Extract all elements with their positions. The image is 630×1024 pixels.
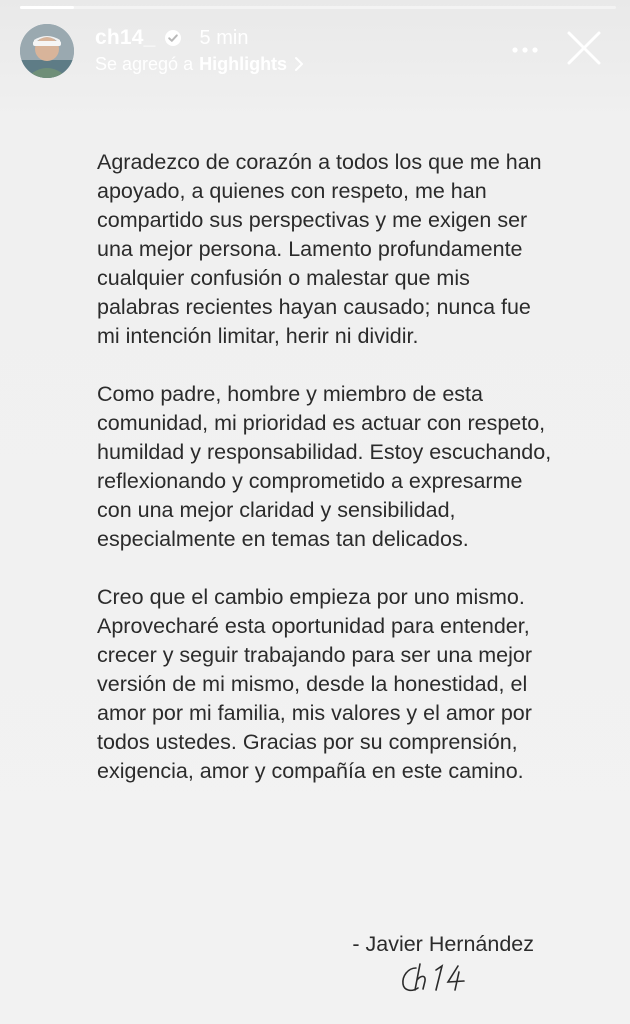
- verified-badge-icon: [164, 29, 182, 47]
- chevron-right-icon: [293, 56, 305, 72]
- signature-name: - Javier Hernández: [352, 932, 534, 956]
- highlight-name: Highlights: [199, 53, 288, 74]
- handwritten-signature: [398, 958, 478, 998]
- story-progress-fill: [20, 6, 74, 9]
- username[interactable]: ch14_: [95, 26, 156, 49]
- more-dots-icon[interactable]: [510, 40, 540, 60]
- added-to-label: Se agregó a: [95, 53, 194, 74]
- story-header: [20, 24, 616, 80]
- highlight-link[interactable]: [95, 53, 305, 75]
- story-progress-bar: [20, 6, 616, 9]
- paragraph-1: Agradezco de corazón a todos los que me han apoyado, a quienes con respeto, me han compartido sus perspectivas y me exigen ser una mejor persona. Lamento profundamente cualquier confusión o malestar que mis palabras recientes hayan causado; nunca fue mi intención limitar, herir ni dividir.: [97, 150, 542, 348]
- paragraph-2: Como padre, hombre y miembro de esta comunidad, mi prioridad es actuar con respeto, humildad y responsabilidad. Estoy escuchando, reflexionando y comprometido a expresarme con una mejor claridad y sensibilidad, especialmente en temas tan delicados.: [97, 382, 552, 551]
- close-icon[interactable]: [566, 30, 602, 66]
- post-time: 5 min: [199, 26, 249, 49]
- avatar[interactable]: [20, 24, 74, 78]
- user-line: [95, 26, 248, 50]
- statement-text: [97, 148, 557, 815]
- paragraph-3: Creo que el cambio empieza por uno mismo. Aprovecharé esta oportunidad para entender, crecer y seguir trabajando para ser una mejor versión de mi mismo, desde la honestidad, el amor por mi familia, mis valores y el amor por todos ustedes. Gracias por su comprensión, exigencia, amor y compañía en este camino.: [97, 585, 532, 783]
